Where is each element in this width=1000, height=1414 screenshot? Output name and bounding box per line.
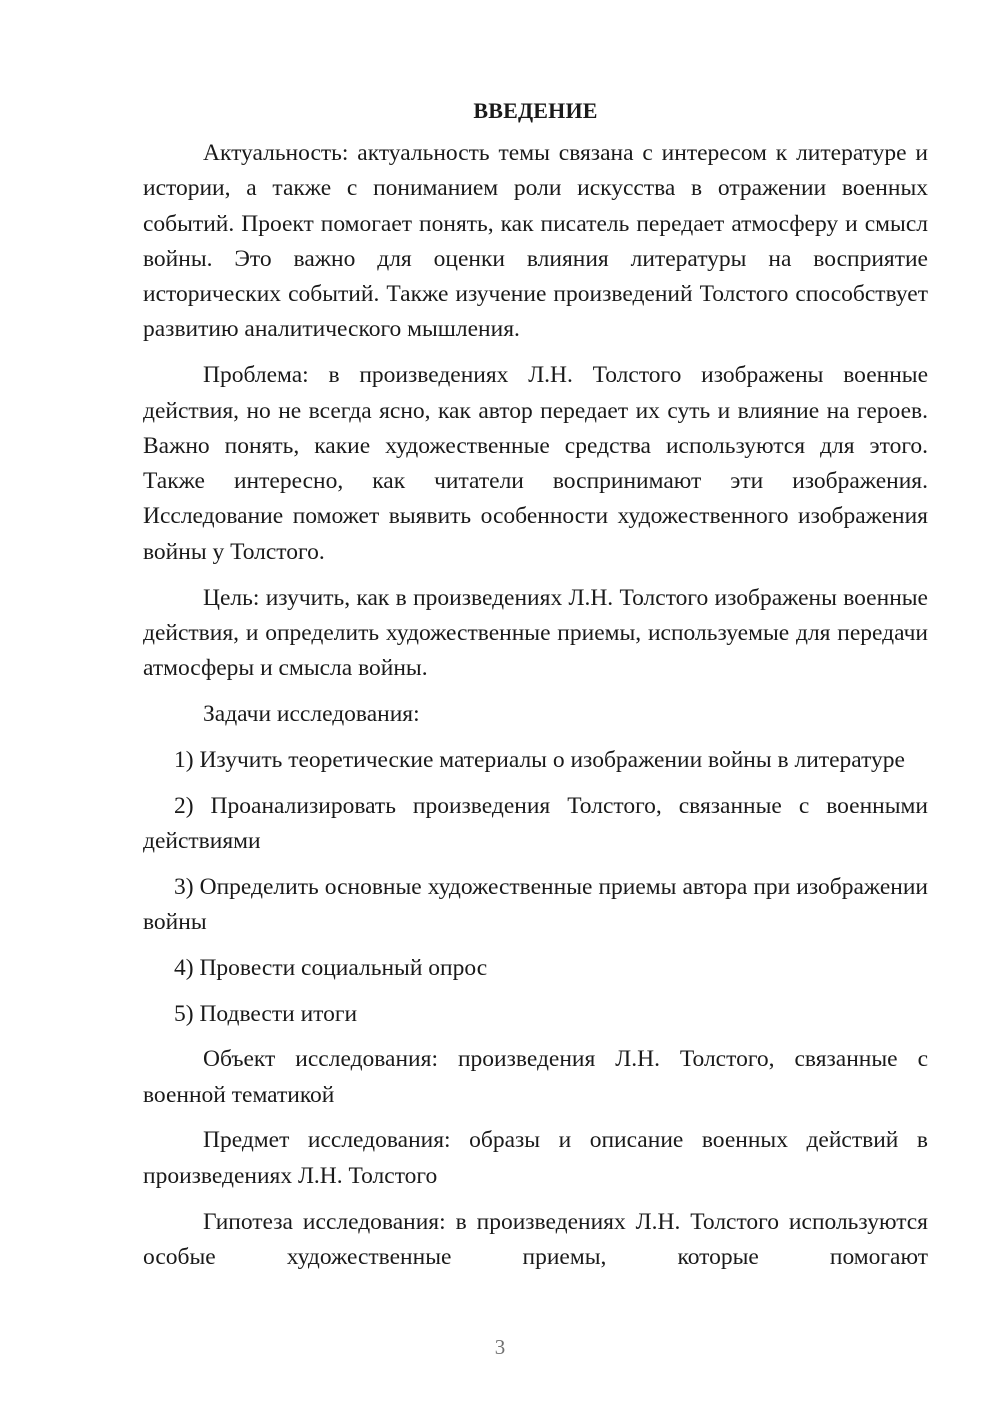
- goal-paragraph: Цель: изучить, как в произведениях Л.Н. Толстого изображены военные действия, и определить художественные приемы, используемые для передачи атмосферы и смысла войны.: [143, 584, 928, 682]
- tasks-heading: Задачи исследования:: [203, 700, 420, 727]
- section-title: ВВЕДЕНИЕ: [473, 98, 598, 123]
- object-paragraph: Объект исследования: произведения Л.Н. Толстого, связанные с военной тематикой: [143, 1046, 928, 1108]
- task-item-1: 1) Изучить теоретические материалы о изображении войны в литературе: [174, 746, 905, 773]
- relevance-paragraph: Актуальность: актуальность темы связана с интересом к литературе и истории, а также с пониманием роли искусства в отражении военных событий. Проект помогает понять, как писатель передает атмосферу и смысл войны. Это важно для оценки влияния литературы на восприятие исторических событий. Также изучение произведений Толстого способствует развитию аналитического мышления.: [143, 140, 928, 343]
- task-item-4: 4) Провести социальный опрос: [174, 954, 488, 981]
- problem-paragraph: Проблема: в произведениях Л.Н. Толстого изображены военные действия, но не всегда ясно, как автор передает их суть и влияние на героев. Важно понять, какие художественные средства используются для этого. Также интересно, как читатели воспринимают эти изображения. Исследование поможет выявить особенности художественного изображения войны у Толстого.: [143, 362, 928, 565]
- page-content: [143, 94, 928, 1275]
- task-item-2: 2) Проанализировать произведения Толстого, связанные с военными действиями: [143, 792, 928, 854]
- task-item-5: 5) Подвести итоги: [174, 1000, 358, 1027]
- page-number: 3: [494, 1335, 506, 1359]
- task-item-3: 3) Определить основные художественные приемы автора при изображении войны: [143, 873, 928, 935]
- subject-paragraph: Предмет исследования: образы и описание военных действий в произведениях Л.Н. Толстого: [143, 1127, 928, 1189]
- hypothesis-paragraph: Гипотеза исследования: в произведениях Л.Н. Толстого используются особые художественные приемы, которые помогают: [143, 1208, 928, 1270]
